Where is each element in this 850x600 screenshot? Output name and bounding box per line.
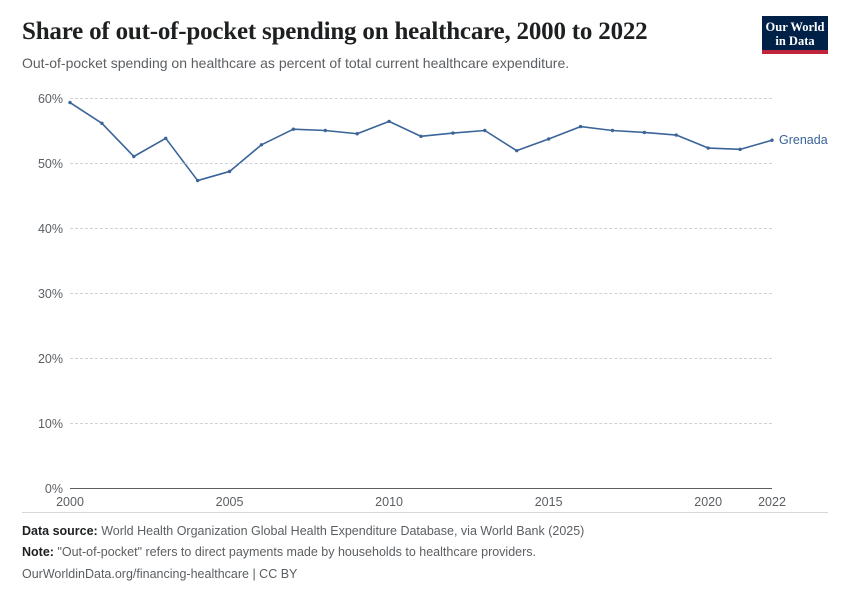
data-point[interactable]: [611, 129, 614, 132]
y-axis-tick-label: 30%: [37, 286, 63, 301]
y-axis-tick-label: 0%: [44, 481, 63, 496]
gridline-20: [37, 351, 772, 366]
series-end-label[interactable]: Grenada: [779, 133, 828, 148]
y-axis-tick-label: 20%: [37, 351, 63, 366]
x-axis-tick-label: 2005: [215, 494, 244, 509]
gridline-0: [44, 481, 772, 496]
y-axis-tick-label: 60%: [37, 91, 63, 106]
logo-line-1: Our World: [765, 20, 825, 34]
y-axis-tick-label: 10%: [37, 416, 63, 431]
plot-region[interactable]: [37, 91, 828, 509]
data-point[interactable]: [324, 129, 327, 132]
data-point[interactable]: [643, 131, 646, 134]
data-point[interactable]: [355, 132, 358, 135]
data-point[interactable]: [164, 137, 167, 140]
license-text[interactable]: OurWorldinData.org/financing-healthcare | CC BY: [22, 566, 298, 581]
data-point[interactable]: [292, 127, 295, 130]
x-axis-tick-label: 2010: [375, 494, 403, 509]
line-series-grenada: [70, 102, 772, 180]
data-point[interactable]: [451, 131, 454, 134]
data-point[interactable]: [770, 138, 773, 141]
note-text: "Out-of-pocket" refers to direct payments made by households to healthcare providers.: [57, 545, 536, 560]
y-axis-tick-label: 40%: [37, 221, 63, 236]
y-axis-tick-label: 50%: [37, 156, 63, 171]
data-point[interactable]: [100, 122, 103, 125]
data-point[interactable]: [387, 120, 390, 123]
data-point[interactable]: [132, 155, 135, 158]
chart-footer: [22, 512, 828, 586]
logo-line-2: in Data: [775, 34, 815, 48]
data-source-label: Data source:: [22, 523, 98, 538]
chart-header: [22, 18, 828, 72]
gridline-50: [37, 156, 772, 171]
x-axis-tick-label: 2022: [758, 494, 786, 509]
data-point[interactable]: [419, 135, 422, 138]
data-point[interactable]: [675, 133, 678, 136]
gridline-30: [37, 286, 772, 301]
data-point[interactable]: [579, 125, 582, 128]
gridline-60: [37, 91, 772, 106]
chart-subtitle: Out-of-pocket spending on healthcare as percent of total current healthcare expenditure.: [22, 54, 570, 71]
x-axis-tick-label: 2020: [694, 494, 723, 509]
note-row: [22, 543, 828, 562]
data-source-row: [22, 522, 828, 541]
x-axis-tick-label: 2015: [534, 494, 563, 509]
x-axis-tick-label: 2000: [56, 494, 84, 509]
data-point[interactable]: [515, 149, 518, 152]
gridline-10: [37, 416, 772, 431]
data-point[interactable]: [738, 148, 741, 151]
data-point[interactable]: [228, 170, 231, 173]
gridline-40: [37, 221, 772, 236]
data-point[interactable]: [706, 146, 709, 149]
data-source-text: World Health Organization Global Health Expenditure Database, via World Bank (2025): [101, 523, 585, 538]
page-title: Share of out-of-pocket spending on healthcare, 2000 to 2022: [22, 18, 648, 45]
data-point[interactable]: [260, 143, 263, 146]
data-point[interactable]: [483, 129, 486, 132]
note-label: Note:: [22, 545, 54, 560]
owid-logo[interactable]: [762, 16, 828, 54]
data-point[interactable]: [547, 137, 550, 140]
data-point[interactable]: [196, 179, 199, 182]
chart-area: [22, 86, 828, 516]
data-point[interactable]: [68, 101, 71, 104]
